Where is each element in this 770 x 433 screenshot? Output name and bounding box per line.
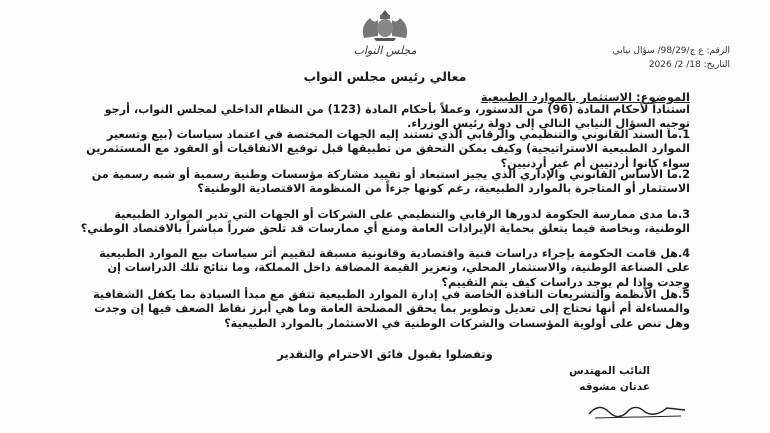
addressee: معالي رئيس مجلس النواب [303, 69, 467, 84]
question-1: 1.ما السند القانوني والتنظيمي والرقابي الذي تستند إليه الجهات المختصة في اعتماد سياسات (بيع وتسعير الموارد الطبيعية الاستراتيجية) وكيف يمكن التحقق من تطبيقها قبل توقيع الاتفاقيات أو العقود مع المستثمرين سواء كانوا أردنيين أم غير أردنيين؟ [86, 128, 690, 170]
handwritten-signature [585, 398, 695, 422]
question-5: 5.هل الأنظمة والتشريعات النافذة الخاصة في إدارة الموارد الطبيعية تتفق مع مبدأ السيادة بما يكفل الشفافية والمساءلة أم أنها تحتاج إلى تعديل وتطوير بما يحقق المصلحة العامة وما هي أبرز نقاط الضعف فيها إن وجدت وهل تنص على أولوية المؤسسات والشركات الوطنية في الاستثمار بالموارد الطبيعية؟ [93, 288, 690, 330]
reference-block [613, 44, 730, 72]
signatory-title: النائب المهندس [569, 365, 650, 377]
signatory-name: عدنان مشوقه [579, 381, 650, 393]
question-3: 3.ما مدى ممارسة الحكومة لدورها الرقابي والتنظيمي على الشركات أو الجهات التي تدير الموارد الطبيعية الوطنية، وبخاصة فيما يتعلق بحماية الإيرادات العامة ومنع أي ممارسات قد تلحق ضرراً مباشراً بالاقتصاد الوطني؟ [80, 208, 690, 236]
closing-line: وتفضلوا بقبول فائق الاحترام والتقدير [277, 347, 493, 361]
reference-number: الرقم: ع ج/98/29/ سؤال نيابي [612, 46, 730, 56]
org-name: مجلس النواب [353, 44, 417, 57]
question-2: 2.ما الأساس القانوني والإداري الذي يجيز استبعاد أو تقييد مشاركة مؤسسات وطنية رسمية أو شبه رسمية من الاستثمار أو المتاجرة بالموارد الطبيعية، رغم كونها جزءاً من المنظومة الاقتصادية الوطنية؟ [91, 168, 690, 196]
intro-paragraph: استناداً لأحكام المادة (96) من الدستور، وعملاً بأحكام المادة (123) من النظام الداخلي لمجلس النواب، أرجو توجيه السؤال النيابي التالي إلى دولة رئيس الوزراء. [104, 103, 690, 131]
letter-date: التاريخ: 18/ 2/ 2026 [648, 60, 730, 70]
question-4: 4.هل قامت الحكومة بإجراء دراسات فنية واقتصادية وقانونية مسبقة لتقييم أثر سياسات بيع الموارد الطبيعية على الصناعة الوطنية، والاستثمار المحلي، وتعزيز القيمة المضافة داخل المملكة، وما نتائج تلك الدراسات إن وجدت وإذا لم يوجد دراسات كيف يتم التقييم؟ [99, 247, 690, 289]
subject-line: الموضوع: الاستثمار بالموارد الطبيعية [480, 90, 690, 104]
coat-of-arms-emblem [356, 8, 414, 42]
